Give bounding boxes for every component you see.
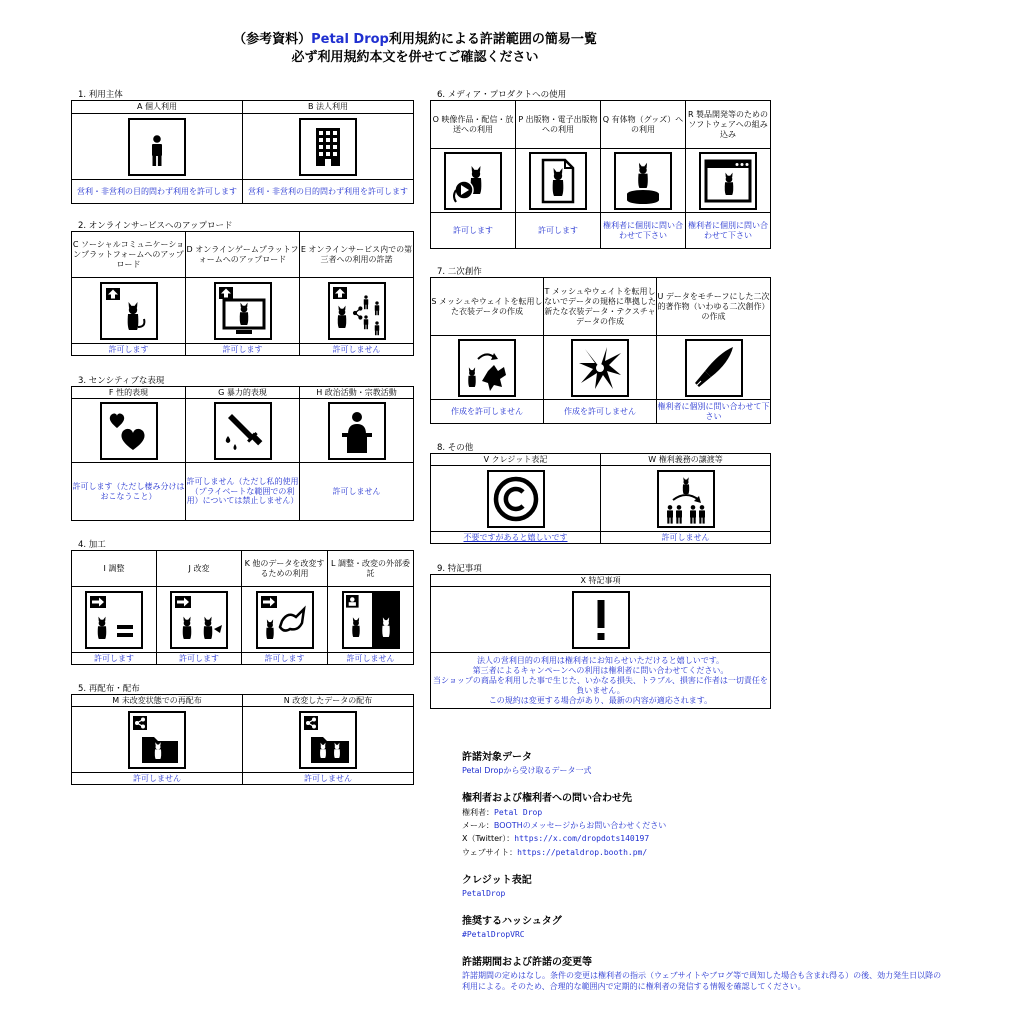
status-o: 許可します bbox=[431, 213, 516, 249]
info-block bbox=[462, 748, 962, 1005]
building-icon bbox=[299, 118, 357, 176]
section-6-table bbox=[430, 100, 771, 249]
header-l: L 調整・改変の外部委託 bbox=[328, 551, 414, 587]
header-a: A 個人利用 bbox=[72, 101, 243, 114]
icon-cell-r bbox=[686, 149, 771, 213]
status-d: 許可します bbox=[186, 344, 300, 356]
header-r: R 製品開発等のためのソフトウェアへの組み込み bbox=[686, 101, 771, 149]
adjust-icon bbox=[85, 591, 143, 649]
status-f: 許可します（ただし棲み分けはおこなうこと） bbox=[72, 463, 186, 521]
status-l: 許可しません bbox=[328, 653, 414, 665]
icon-cell-g bbox=[186, 399, 300, 463]
icon-cell-k bbox=[242, 587, 328, 653]
hearts-icon bbox=[100, 402, 158, 460]
status-n: 許可しません bbox=[243, 773, 414, 785]
icon-cell-e bbox=[300, 278, 414, 344]
icon-cell-s bbox=[431, 336, 544, 400]
status-t: 作成を許可しません bbox=[544, 400, 657, 424]
icon-cell-v bbox=[431, 466, 601, 532]
knife-icon bbox=[214, 402, 272, 460]
icon-cell-j bbox=[157, 587, 242, 653]
icon-cell-h bbox=[300, 399, 414, 463]
icon-cell-n bbox=[243, 707, 414, 773]
note-2: 第三者によるキャンペーンへの利用は権利者に問い合わせてください。 bbox=[472, 665, 729, 675]
icon-cell-p bbox=[516, 149, 601, 213]
modify-icon bbox=[170, 591, 228, 649]
header-t: T メッシュやウェイトを転用しないでデータの規格に準拠した新たな衣装データ・テクスチャデータの作成 bbox=[544, 278, 657, 336]
upload-cat-icon bbox=[100, 282, 158, 340]
icon-cell-t bbox=[544, 336, 657, 400]
icon-cell-d bbox=[186, 278, 300, 344]
contact-block bbox=[462, 789, 962, 859]
icon-cell-c bbox=[72, 278, 186, 344]
person-icon bbox=[128, 118, 186, 176]
status-a: 営利・非営利の目的問わず利用を許可します bbox=[72, 180, 243, 204]
hashtag-text: #PetalDropVRC bbox=[462, 929, 525, 939]
header-q: Q 有体物（グッズ）への利用 bbox=[601, 101, 686, 149]
contact-mail-value: BOOTHのメッセージからお問い合わせください bbox=[493, 821, 667, 831]
status-b: 営利・非営利の目的問わず利用を許可します bbox=[243, 180, 414, 204]
contact-heading: 権利者および権利者への問い合わせ先 bbox=[462, 793, 632, 804]
header-d: D オンラインゲームプラットフォームへのアップロード bbox=[186, 232, 300, 278]
document-cat-icon bbox=[529, 152, 587, 210]
note-4: この規約は変更する場合があり、最新の内容が適応されます。 bbox=[488, 695, 713, 705]
doc-title bbox=[0, 28, 830, 47]
status-s: 作成を許可しません bbox=[431, 400, 544, 424]
section-1-label: 1. 利用主体 bbox=[78, 90, 123, 100]
header-b: B 法人利用 bbox=[243, 101, 414, 114]
section-1-table bbox=[71, 100, 414, 204]
header-o: O 映像作品・配信・放送への利用 bbox=[431, 101, 516, 149]
section-8-table bbox=[430, 453, 771, 544]
contact-owner-label: 権利者： bbox=[462, 808, 494, 817]
icon-cell-l bbox=[328, 587, 414, 653]
target-data-block bbox=[462, 748, 962, 777]
section-8-label: 8. その他 bbox=[437, 443, 474, 453]
status-i: 許可します bbox=[72, 653, 157, 665]
icon-cell-i bbox=[72, 587, 157, 653]
title-prefix: （参考資料） bbox=[233, 32, 312, 47]
outsource-icon bbox=[342, 591, 400, 649]
section-7-table bbox=[430, 277, 771, 424]
header-h: H 政治活動・宗教活動 bbox=[300, 387, 414, 399]
section-9-table bbox=[430, 574, 771, 709]
status-v: 不要ですがあると嬉しいです bbox=[431, 532, 601, 544]
status-r: 権利者に個別に問い合わせて下さい bbox=[686, 213, 771, 249]
header-n: N 改変したデータの配布 bbox=[243, 695, 414, 707]
special-notes bbox=[431, 653, 771, 709]
section-7-label: 7. 二次創作 bbox=[437, 267, 482, 277]
status-c: 許可します bbox=[72, 344, 186, 356]
section-5-table bbox=[71, 694, 414, 785]
status-m: 許可しません bbox=[72, 773, 243, 785]
contact-mail-label: メール： bbox=[462, 821, 494, 831]
target-data-heading: 許諾対象データ bbox=[462, 752, 532, 763]
exclamation-icon bbox=[572, 591, 630, 649]
status-k: 許可します bbox=[242, 653, 328, 665]
section-3-table bbox=[71, 386, 414, 521]
header-j: J 改変 bbox=[157, 551, 242, 587]
costume-icon bbox=[571, 339, 629, 397]
share-people-icon bbox=[328, 282, 386, 340]
icon-cell-u bbox=[657, 336, 771, 400]
status-g: 許可しません（ただし私的使用（プライベートな範囲での利用）については禁止しません） bbox=[186, 463, 300, 521]
transfer-costume-icon bbox=[458, 339, 516, 397]
icon-cell-a bbox=[72, 114, 243, 180]
header-w: W 権利義務の譲渡等 bbox=[601, 454, 771, 466]
section-4-table bbox=[71, 550, 414, 665]
share-modified-icon bbox=[299, 711, 357, 769]
section-4-label: 4. 加工 bbox=[78, 540, 106, 550]
software-cat-icon bbox=[699, 152, 757, 210]
hashtag-heading: 推奨するハッシュタグ bbox=[462, 915, 562, 927]
note-3: 当ショップの商品を利用した事で生じた、いかなる損失、トラブル、損害に作者は一切責任を負いません。 bbox=[433, 675, 768, 695]
pen-nib-icon bbox=[685, 339, 743, 397]
icon-cell-x bbox=[431, 587, 771, 653]
section-2-table bbox=[71, 231, 414, 356]
header-k: K 他のデータを改変するための利用 bbox=[242, 551, 328, 587]
header-p: P 出版物・電子出版物への利用 bbox=[516, 101, 601, 149]
copyright-icon bbox=[487, 470, 545, 528]
modify-other-icon bbox=[256, 591, 314, 649]
contact-web-label: ウェブサイト： bbox=[462, 847, 518, 857]
contact-web-link[interactable]: https://petaldrop.booth.pm/ bbox=[517, 847, 648, 857]
section-6-label: 6. メディア・プロダクトへの使用 bbox=[437, 90, 567, 100]
header-v: V クレジット表記 bbox=[431, 454, 601, 466]
note-1: 法人の営利目的の利用は権利者にお知らせいただけると嬉しいです。 bbox=[476, 655, 725, 665]
status-j: 許可します bbox=[157, 653, 242, 665]
contact-x-label: X（Twitter）： bbox=[462, 834, 515, 844]
icon-cell-b bbox=[243, 114, 414, 180]
upload-monitor-icon bbox=[214, 282, 272, 340]
transfer-rights-icon bbox=[657, 470, 715, 528]
title-suffix: 利用規約による許諾範囲の簡易一覧 bbox=[388, 32, 597, 47]
target-data-text: Petal Dropから受け取るデータ一式 bbox=[462, 766, 592, 775]
status-u: 権利者に個別に問い合わせて下さい bbox=[657, 400, 771, 424]
header-f: F 性的表現 bbox=[72, 387, 186, 399]
icon-cell-o bbox=[431, 149, 516, 213]
header-x: X 特記事項 bbox=[431, 575, 771, 587]
credit-block bbox=[462, 871, 962, 900]
period-block bbox=[462, 953, 962, 993]
header-u: U データをモチーフにした二次的著作物（いわゆる二次創作）の作成 bbox=[657, 278, 771, 336]
contact-x-link[interactable]: https://x.com/dropdots140197 bbox=[514, 834, 650, 844]
header-i: I 調整 bbox=[72, 551, 157, 587]
section-2-label: 2. オンラインサービスへのアップロード bbox=[78, 221, 233, 231]
podium-icon bbox=[328, 402, 386, 460]
doc-subtitle: 必ず利用規約本文を併せてご確認ください bbox=[291, 50, 539, 65]
period-heading: 許諾期間および許諾の変更等 bbox=[462, 956, 592, 968]
icon-cell-w bbox=[601, 466, 771, 532]
title-brand: Petal Drop bbox=[311, 32, 389, 47]
hashtag-block bbox=[462, 912, 962, 941]
status-e: 許可しません bbox=[300, 344, 414, 356]
section-9-label: 9. 特記事項 bbox=[437, 564, 482, 574]
status-q: 権利者に個別に問い合わせて下さい bbox=[601, 213, 686, 249]
status-h: 許可しません bbox=[300, 463, 414, 521]
icon-cell-f bbox=[72, 399, 186, 463]
section-5-label: 5. 再配布・配布 bbox=[78, 684, 140, 694]
icon-cell-q bbox=[601, 149, 686, 213]
header-m: M 未改変状態での再配布 bbox=[72, 695, 243, 707]
figure-cat-icon bbox=[614, 152, 672, 210]
credit-text: PetalDrop bbox=[462, 888, 506, 898]
icon-cell-m bbox=[72, 707, 243, 773]
header-s: S メッシュやウェイトを転用した衣装データの作成 bbox=[431, 278, 544, 336]
share-folder-icon bbox=[128, 711, 186, 769]
credit-heading: クレジット表記 bbox=[462, 874, 532, 886]
header-c: C ソーシャルコミュニケーションプラットフォームへのアップロード bbox=[72, 232, 186, 278]
header-g: G 暴力的表現 bbox=[186, 387, 300, 399]
contact-owner-value: Petal Drop bbox=[494, 808, 543, 817]
status-w: 許可しません bbox=[601, 532, 771, 544]
section-3-label: 3. センシティブな表現 bbox=[78, 376, 165, 386]
video-cat-icon bbox=[444, 152, 502, 210]
status-p: 許可します bbox=[516, 213, 601, 249]
period-text: 許諾期間の定めはなし。条件の変更は権利者の指示（ウェブサイトやブログ等で周知した場合も含まれ得る）の後、効力発生日以降の利用による。そのため、合理的な範囲内で定期的に権利者の発信する情報を確認してください。 bbox=[462, 970, 942, 992]
header-e: E オンラインサービス内での第三者への利用の許諾 bbox=[300, 232, 414, 278]
